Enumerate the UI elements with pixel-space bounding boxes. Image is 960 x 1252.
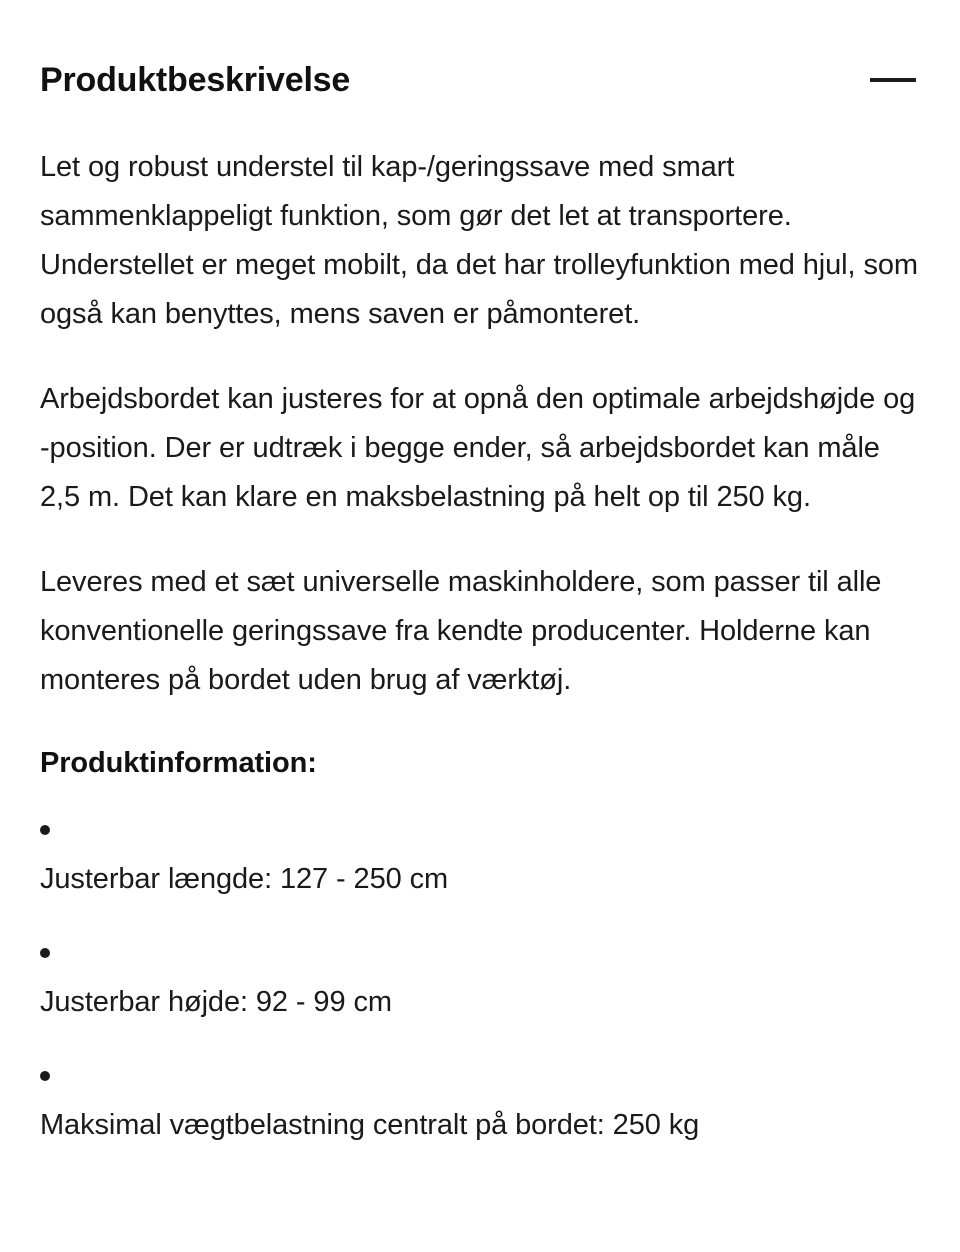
description-content [0, 143, 960, 1150]
list-item [40, 805, 920, 904]
list-item [40, 928, 920, 1027]
bullet-row [40, 805, 920, 855]
bullet-icon [40, 948, 50, 958]
description-paragraph: Let og robust understel til kap-/geringssave med smart sammenklappeligt funktion, som gør det let at transportere. Understellet er meget mobilt, da det har trolleyfunktion med hjul, som også kan benyttes, mens saven er påmonteret. [40, 151, 918, 330]
bullet-row [40, 1051, 920, 1101]
description-paragraph: Arbejdsbordet kan justeres for at opnå den optimale arbejdshøjde og -position. Der er udtræk i begge ender, så arbejdsbordet kan måle 2,5 m. Det kan klare en maksbelastning på helt op til 250 kg. [40, 383, 916, 513]
product-information-list [40, 805, 920, 1150]
description-paragraph: Leveres med et sæt universelle maskinholdere, som passer til alle konventionelle geringssave fra kendte producenter. Holderne kan monteres på bordet uden brug af værktøj. [40, 566, 882, 696]
list-item-label: Justerbar højde: 92 - 99 cm [40, 986, 392, 1018]
accordion-collapse-button[interactable] [866, 60, 920, 100]
bullet-icon [40, 1071, 50, 1081]
accordion-header[interactable] [0, 0, 960, 100]
page-title: Produktbeskrivelse [40, 61, 351, 99]
minus-icon [870, 78, 916, 82]
list-item-label: Maksimal vægtbelastning centralt på bordet: 250 kg [40, 1109, 700, 1141]
list-item [40, 1051, 920, 1150]
list-item-label: Justerbar længde: 127 - 250 cm [40, 863, 449, 895]
bullet-row [40, 928, 920, 978]
product-information-heading: Produktinformation: [40, 747, 317, 779]
bullet-icon [40, 825, 50, 835]
